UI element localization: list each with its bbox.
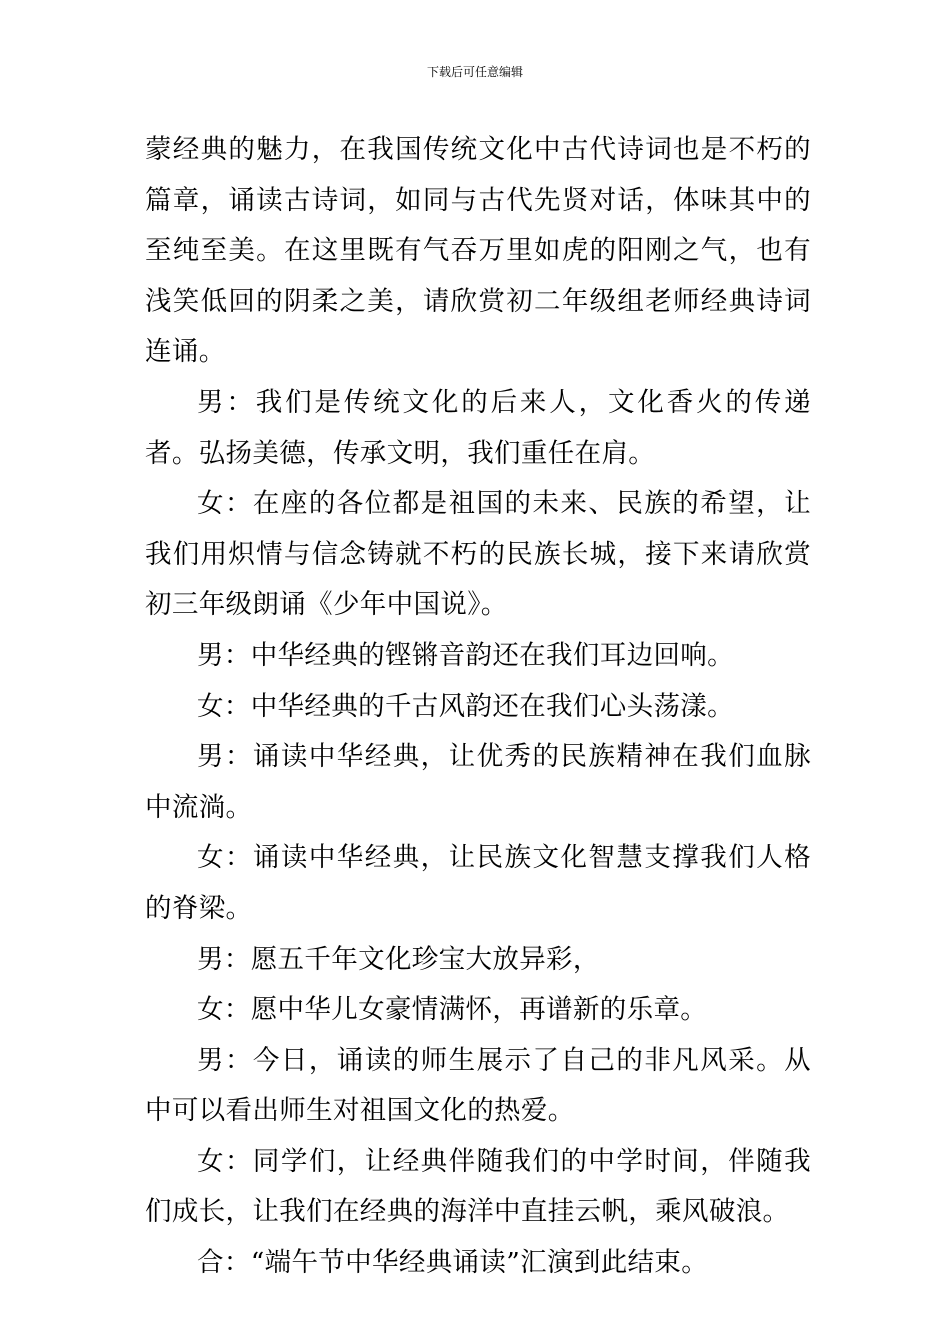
paragraph: 蒙经典的魅力，在我国传统文化中古代诗词也是不朽的篇章，诵读古诗词，如同与古代先贤对话，体味其中的至纯至美。在这里既有气吞万里如虎的阳刚之气，也有浅笑低回的阴柔之美，请欣赏初二年级组老师经典诗词连诵。 xyxy=(145,134,811,368)
paragraph: 女：中华经典的千古风韵还在我们心头荡漾。 xyxy=(197,690,734,722)
page-header: 下载后可任意编辑 xyxy=(426,65,523,79)
paragraph: 女：愿中华儿女豪情满怀，再谱新的乐章。 xyxy=(197,994,708,1026)
paragraph: 男：中华经典的铿锵音韵还在我们耳边回响。 xyxy=(197,639,734,671)
paragraph: 男：愿五千年文化珍宝大放异彩， xyxy=(197,943,600,975)
paragraph: 男：诵读中华经典，让优秀的民族精神在我们血脉中流淌。 xyxy=(145,741,811,823)
paragraph: 男：我们是传统文化的后来人，文化香火的传递者。弘扬美德，传承文明，我们重任在肩。 xyxy=(145,386,811,469)
paragraph: 女：同学们，让经典伴随我们的中学时间，伴随我们成长，让我们在经典的海洋中直挂云帆，乘风破浪。 xyxy=(145,1145,811,1228)
paragraph: 女：诵读中华经典，让民族文化智慧支撑我们人格的脊梁。 xyxy=(145,842,811,924)
document-body xyxy=(145,125,811,1289)
paragraph: 男：今日，诵读的师生展示了自己的非凡风采。从中可以看出师生对祖国文化的热爱。 xyxy=(145,1044,811,1127)
paragraph: 合：“端午节中华经典诵读”汇演到此结束。 xyxy=(197,1247,709,1279)
paragraph: 女：在座的各位都是祖国的未来、民族的希望，让我们用炽情与信念铸就不朽的民族长城，接下来请欣赏初三年级朗诵《少年中国说》。 xyxy=(145,488,811,621)
